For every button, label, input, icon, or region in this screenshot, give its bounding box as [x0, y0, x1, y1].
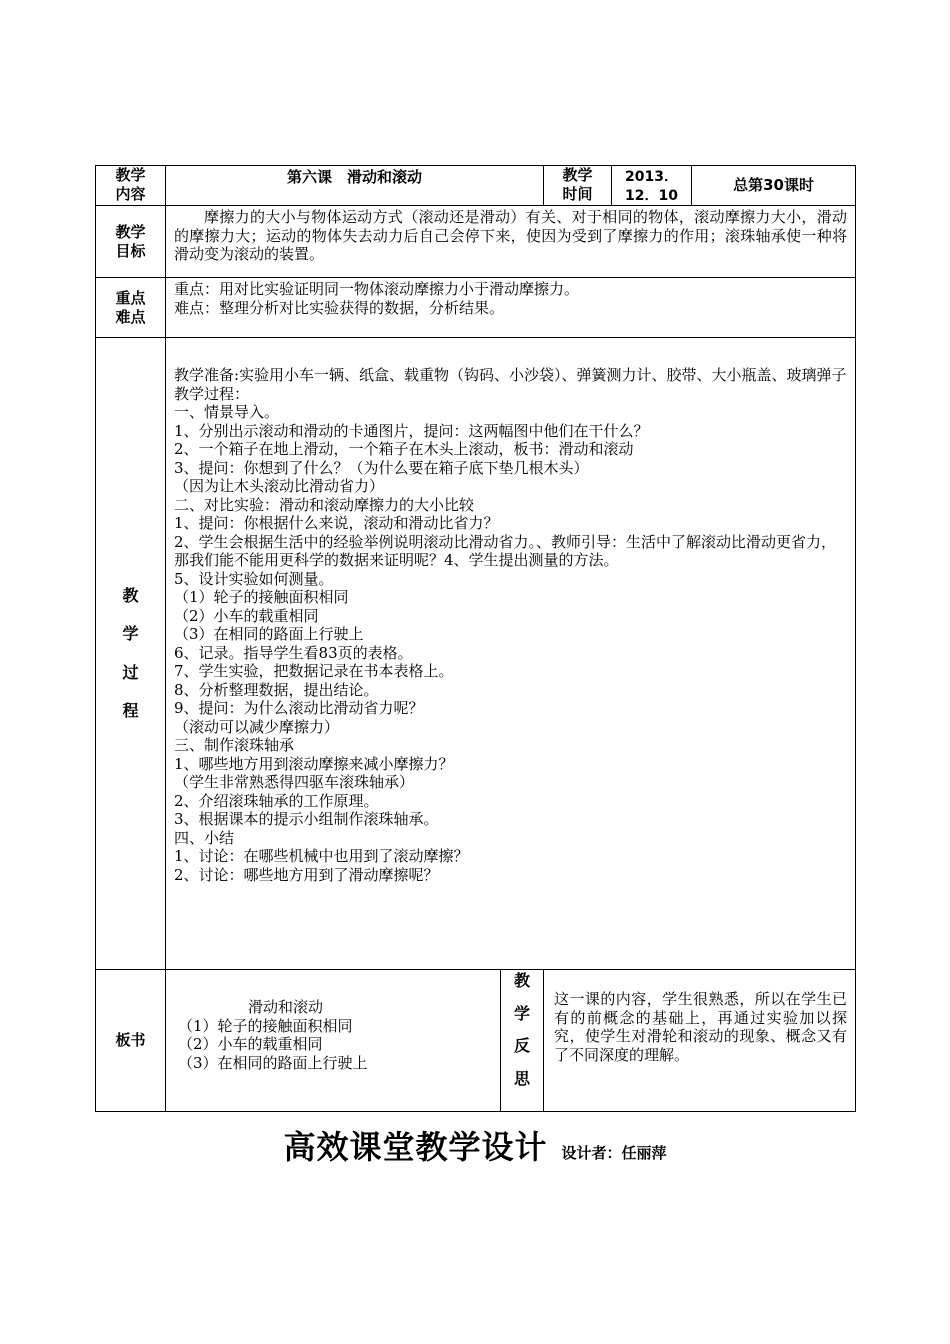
process-line: 二、对比实验：滑动和滚动摩擦力的大小比较	[174, 495, 475, 514]
lesson-plan-table	[95, 165, 856, 1112]
process-line: 一、情景导入。	[174, 403, 280, 421]
process-line: 7、学生实验，把数据记录在书本表格上。	[174, 662, 454, 680]
key-points-cell	[166, 278, 856, 338]
board-label: 板书	[96, 970, 166, 1112]
footer	[0, 1122, 950, 1168]
content-label: 教学内容	[96, 166, 166, 206]
process-line: 3、提问：你想到了什么？（为什么要在箱子底下垫几根木头）	[174, 458, 589, 477]
goals-label: 教学目标	[96, 206, 166, 278]
lesson-title: 第六课 滑动和滚动	[166, 166, 544, 206]
reflection-text: 这一课的内容，学生很熟悉，所以在学生已有的前概念的基础上，再通过实验加以探究，使学生对滑轮和滚动的现象、概念又有了不同深度的理解。	[544, 970, 856, 1112]
reflection-label: 教 学 反 思	[501, 970, 544, 1112]
difficulty-text: 难点：整理分析对比实验获得的数据，分析结果。	[174, 298, 505, 317]
process-line: 3、根据课本的提示小组制作滚珠轴承。	[174, 810, 439, 828]
key-point-text: 重点：用对比实验证明同一物体滚动摩擦力小于滑动摩擦力。	[174, 280, 580, 298]
board-title: 滑动和滚动	[248, 998, 324, 1016]
process-line: 四、小结	[174, 828, 235, 847]
process-line: （2）小车的载重相同	[174, 606, 319, 625]
goals-text: 摩擦力的大小与物体运动方式（滚动还是滑动）有关、对于相同的物体，滚动摩擦力大小，滑动的摩擦力大；运动的物体失去动力后自己会停下来，使因为受到了摩擦力的作用；滚珠轴承使一种将滑动变为滚动的装置。	[166, 206, 856, 278]
process-line: （滚动可以减少摩擦力）	[174, 717, 340, 736]
process-line: 2、介绍滚珠轴承的工作原理。	[174, 791, 379, 810]
process-line: 1、提问：你根据什么来说，滚动和滑动比省力？	[174, 514, 499, 532]
board-item: （3）在相同的路面上行驶上	[178, 1053, 368, 1072]
process-line: 8、分析整理数据，提出结论。	[174, 680, 379, 699]
document-title: 高效课堂教学设计	[283, 1128, 548, 1166]
board-cell	[166, 970, 501, 1112]
process-line: 9、提问：为什么滚动比滑动省力呢？	[174, 699, 424, 717]
process-line: 2、学生会根据生活中的经验举例说明滚动比滑动省力。、教师引导：生活中了解滚动比滑动更省力，那我们能不能用更科学的数据来证明呢？4、学生提出测量的方法。	[174, 532, 837, 569]
process-line: 1、哪些地方用到滚动摩擦来减小摩擦力？	[174, 754, 454, 773]
process-line: 教学过程：	[174, 384, 250, 403]
designer: 设计者：任丽萍	[561, 1144, 667, 1162]
process-line: （学生非常熟悉得四驱车滚珠轴承）	[174, 773, 415, 791]
lesson-date: 2013．12．10	[612, 166, 692, 206]
process-line: 1、讨论：在哪些机械中也用到了滚动摩擦？	[174, 847, 469, 865]
process-line: 教学准备:实验用小车一辆、纸盒、载重物（钩码、小沙袋）、弹簧测力计、胶带、大小瓶盖、玻璃弹子	[174, 366, 847, 384]
board-item: （1）轮子的接触面积相同	[178, 1016, 353, 1035]
process-line: 2、讨论：哪些地方用到了滑动摩擦呢？	[174, 865, 439, 884]
process-line: 5、设计实验如何测量。	[174, 569, 334, 588]
time-label: 教学时间	[544, 166, 612, 206]
process-line: 三、制作滚珠轴承	[174, 736, 295, 754]
key-points-label: 重点难点	[96, 278, 166, 338]
process-line: （3）在相同的路面上行驶上	[174, 625, 364, 643]
total-lessons: 总第30课时	[692, 166, 856, 206]
process-line: 2、一个箱子在地上滑动，一个箱子在木头上滚动，板书：滑动和滚动	[174, 440, 634, 458]
process-cell	[166, 338, 856, 970]
board-item: （2）小车的载重相同	[178, 1035, 323, 1053]
process-line: 6、记录。指导学生看83页的表格。	[174, 643, 413, 662]
process-line: （因为让木头滚动比滑动省力）	[174, 477, 385, 495]
process-line: 1、分别出示滚动和滑动的卡通图片，提问：这两幅图中他们在干什么？	[174, 421, 649, 440]
process-label: 教 学 过 程	[96, 338, 166, 970]
process-line: （1）轮子的接触面积相同	[174, 588, 349, 606]
